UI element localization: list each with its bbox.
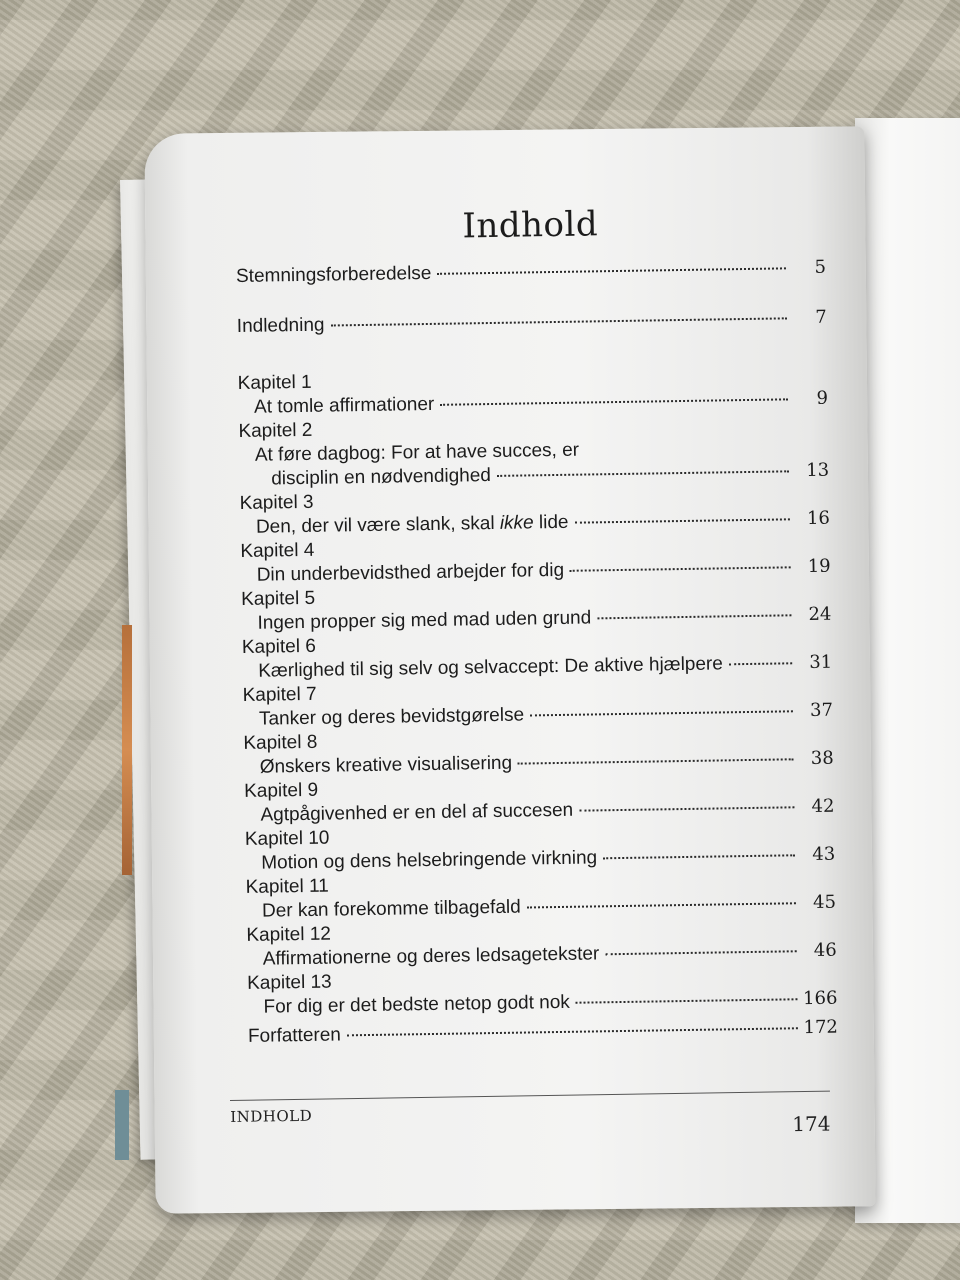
- chapter-label: Kapitel 2: [238, 419, 313, 442]
- entry-page: 7: [815, 306, 827, 328]
- entry-page: 31: [809, 651, 833, 674]
- chapter-label: Kapitel 12: [246, 923, 332, 946]
- entry-label: Kærlighed til sig selv og selvaccept: De aktive hjælpere: [258, 653, 724, 682]
- dot-leader: [579, 806, 794, 811]
- book-cover-strip: [122, 625, 132, 875]
- dot-leader: [729, 662, 792, 665]
- entry-label-part: lide: [533, 511, 569, 534]
- entry-label: Agtpågivenhed er en del af succesen: [260, 799, 574, 826]
- chapter-label: Kapitel 11: [245, 875, 329, 898]
- dot-leader: [597, 614, 791, 619]
- dot-leader: [603, 854, 795, 859]
- entry-page: 45: [812, 891, 837, 914]
- chapter-label: Kapitel 5: [240, 587, 316, 610]
- entry-label: disciplin en nødvendighed: [271, 465, 492, 490]
- book-cover-strip-bottom: [115, 1090, 129, 1160]
- entry-page: 24: [808, 603, 832, 626]
- dot-leader: [605, 950, 796, 955]
- entry-page: 46: [813, 939, 837, 961]
- entry-page: 16: [806, 507, 831, 530]
- dot-leader: [497, 470, 789, 477]
- dot-leader: [575, 518, 790, 523]
- chapter-label: Kapitel 1: [237, 371, 312, 394]
- running-footer-label: INDHOLD: [230, 1106, 313, 1126]
- dot-leader: [576, 998, 797, 1003]
- page-number: 174: [792, 1111, 831, 1137]
- chapter-label: Kapitel 13: [246, 971, 332, 994]
- entry-page: 42: [811, 795, 835, 818]
- entry-page: 5: [814, 256, 827, 278]
- entry-page: 9: [816, 387, 829, 409]
- chapter-label: Kapitel 7: [242, 683, 317, 706]
- dot-leader: [331, 317, 787, 326]
- entry-label: Der kan forekomme tilbagefald: [261, 896, 521, 922]
- chapter-label: Kapitel 3: [239, 491, 314, 514]
- chapter-label: Kapitel 9: [243, 779, 319, 802]
- entry-label: Din underbevidsthed arbejder for dig: [256, 559, 565, 586]
- entry-page: 19: [807, 555, 831, 578]
- entry-label-part: Den, der vil være slank, skal: [255, 512, 501, 538]
- dot-leader: [437, 267, 786, 274]
- entry-label: At tomle affirmationer: [253, 393, 435, 418]
- entry-label-line1: At føre dagbog: For at have succes, er: [254, 439, 580, 466]
- entry-label: Indledning: [236, 314, 325, 337]
- toc-list: [236, 257, 838, 1048]
- chapter-label: Kapitel 4: [240, 539, 315, 562]
- chapter-label: Kapitel 6: [241, 635, 316, 658]
- dot-leader: [530, 710, 793, 716]
- entry-label: For dig er det bedste netop godt nok: [263, 991, 570, 1018]
- dot-leader: [518, 758, 794, 764]
- entry-label: Ønskers kreative visualisering: [259, 752, 513, 778]
- entry-label: Forfatteren: [247, 1024, 342, 1047]
- dot-leader: [527, 902, 796, 908]
- entry-page: 13: [806, 459, 830, 482]
- entry-label: Tanker og deres bevidstgørelse: [258, 704, 525, 730]
- dot-leader: [347, 1027, 798, 1036]
- entry-label: Motion og dens helsebringende virkning: [261, 847, 598, 874]
- entry-label: Stemningsforberedelse: [235, 262, 432, 287]
- entry-page: 38: [810, 747, 834, 770]
- table-of-contents: [235, 201, 838, 1048]
- dot-leader: [440, 398, 788, 405]
- entry-page: 166: [802, 987, 838, 1010]
- entry-label: Affirmationerne og deres ledsagetekster: [262, 943, 600, 970]
- chapter-label: Kapitel 10: [244, 827, 330, 850]
- dot-leader: [570, 566, 791, 571]
- entry-label: Ingen propper sig med mad uden grund: [257, 607, 592, 634]
- entry-label-emphasis: ikke: [499, 512, 534, 534]
- entry-page: 172: [803, 1016, 839, 1039]
- entry-label: [256, 511, 569, 540]
- entry-page: 43: [812, 843, 836, 866]
- entry-page: 37: [809, 699, 834, 722]
- chapter-label: Kapitel 8: [243, 731, 318, 754]
- page-title: Indhold: [462, 204, 599, 247]
